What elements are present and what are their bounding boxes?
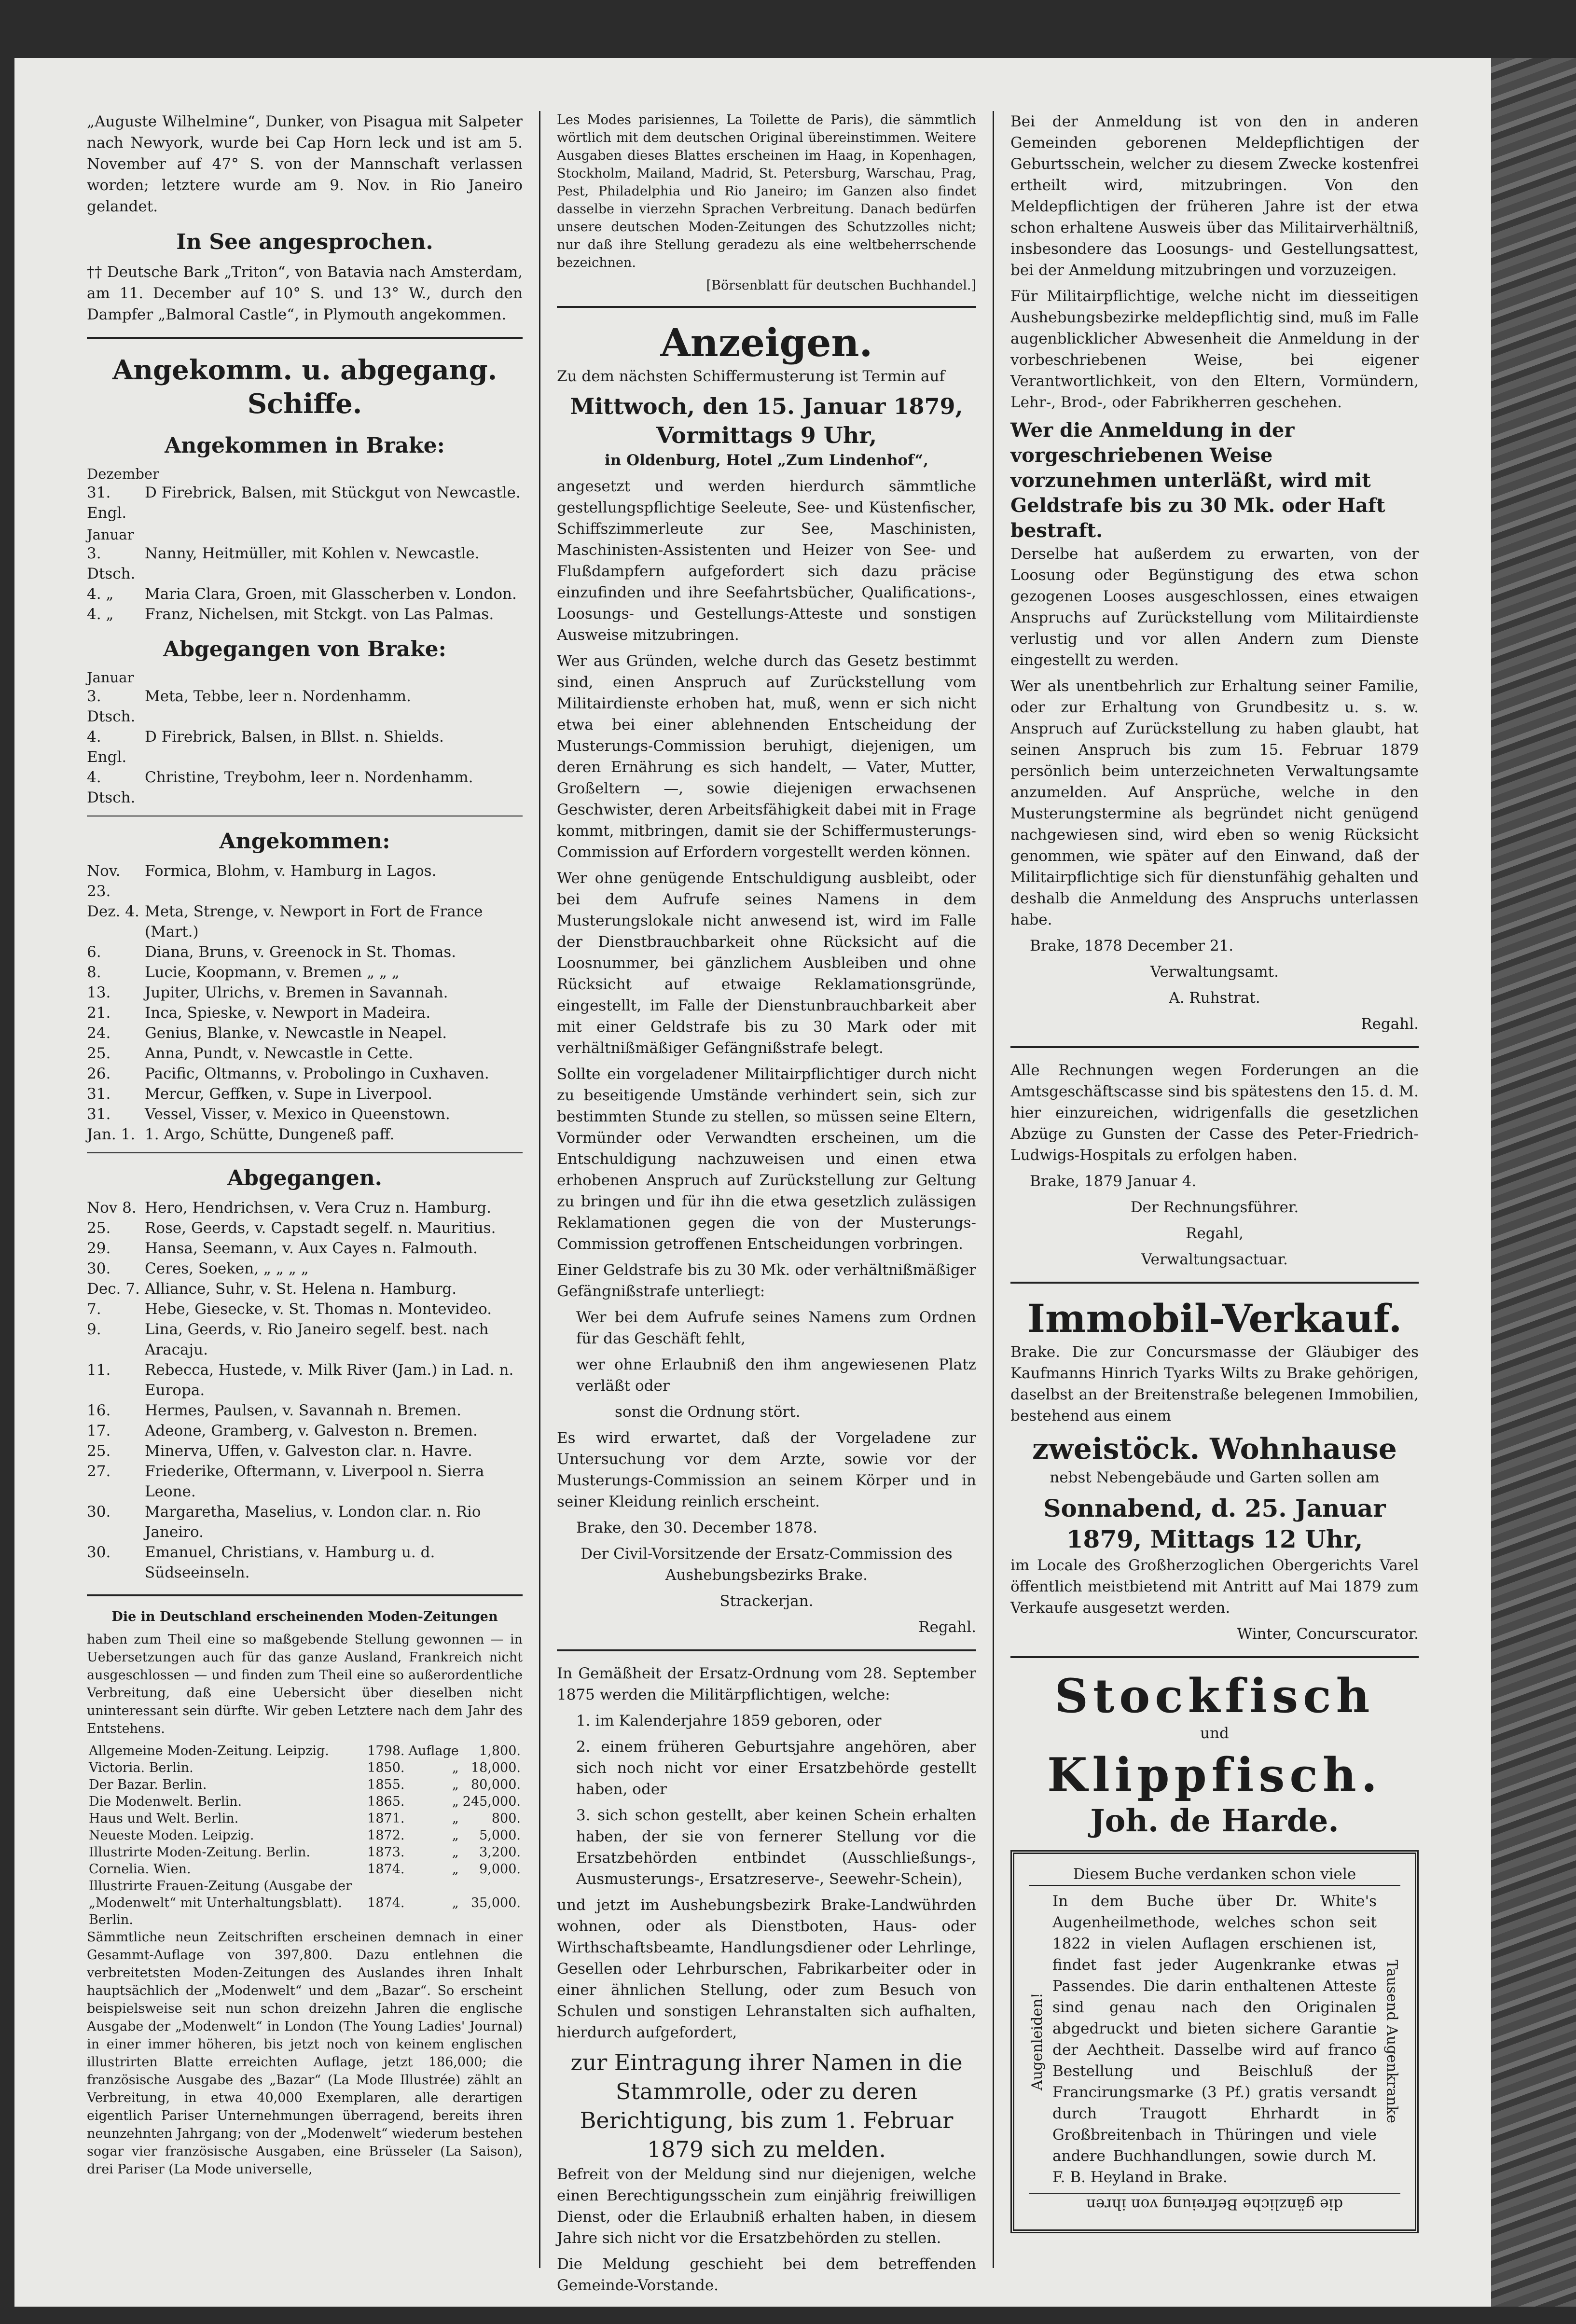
list-item xyxy=(87,1542,523,1583)
departed-heading: Abgegangen. xyxy=(227,1166,382,1190)
list-item xyxy=(87,1461,523,1502)
list-item xyxy=(87,1360,523,1400)
list-item-text: Hermes, Paulsen, v. Savannah n. Bremen. xyxy=(145,1402,461,1419)
list-item-date: Nov. 23. xyxy=(87,862,121,900)
column-3 xyxy=(994,111,1419,2268)
list-item-text: Maria Clara, Groen, mit Glasscherben v. London. xyxy=(145,585,517,603)
list-item-text: Friederike, Oftermann, v. Liverpool n. Sierra Leone. xyxy=(145,1463,484,1500)
list-item-text: Meta, Strenge, v. Newport in Fort de France (Mart.) xyxy=(145,903,483,941)
list-item xyxy=(87,1299,523,1319)
newspaper-page xyxy=(14,58,1491,2307)
list-item-text: Rebecca, Hustede, v. Milk River (Jam.) in Lad. n. Europa. xyxy=(145,1361,514,1399)
muster-intro: Zu dem nächsten Schiffermusterung ist Termin auf xyxy=(557,368,945,385)
fashion-papers-text: Sämmtliche neun Zeitschriften erscheinen demnach in einer Gesammt-Auflage von 397,800. Dazu entlehnen die verbreitetsten Moden-Zeitungen des Auslandes ihren Inhalt hauptsächlich der „Modenwelt“ und dem „Bazar“. So erscheint beispielsweise seit nun schon dreizehn Jahren die englische Ausgabe der „Modenwelt“ in London (The Young Ladies' Journal) in einer immer höheren, bis jetzt noch von keinem englischen illustrirten Blatte erreichten Auflage, jetzt 186,000; die französische Ausgabe des „Bazar“ (La Mode Illustrée) zählt an Verbreitung, in etwa 40,000 Exemplaren, alle derartigen eigentlich Pariser Unternehmungen überragend, bereits ihren neunzehnten Jahrgang; von der „Modenwelt“ wiederum bestehen sogar vier französische Ausgaben, eine Brüsseler (La Saison), drei Pariser (La Mode universelle, xyxy=(87,1930,523,2177)
list-item-date: 30. xyxy=(87,1260,111,1277)
fish-seller: Joh. de Harde. xyxy=(1090,1803,1339,1839)
arrived-heading: Angekommen: xyxy=(219,829,390,854)
list-item xyxy=(87,483,523,523)
table-cell: „ xyxy=(452,1828,459,1843)
table-cell: 1871. xyxy=(367,1811,405,1826)
ersatz-big-notice: zur Eintragung ihrer Namen in die Stammrolle, oder zu deren Berichtigung, bis zum 1. Februar 1879 sich zu melden. xyxy=(570,2049,963,2162)
arrived-brake-heading: Angekommen in Brake: xyxy=(165,433,445,458)
list-item xyxy=(87,1238,523,1259)
muster-signature-1: Der Civil-Vorsitzende der Ersatz-Commission des Aushebungsbezirks Brake. xyxy=(581,1545,953,1584)
fashion-papers-intro: haben zum Theil eine so maßgebende Stellung gewonnen — in Uebersetzungen auch für das ganze Ausland, Frankreich nicht ausgeschlossen — und finden zum Theil eine so außerordentliche Verbreitung, daß eine Uebersicht über dieselben nicht uninteressant sein dürfte. Wir geben Letztere nach dem Jahr des Entstehens. xyxy=(87,1632,523,1736)
table-cell: Victoria. Berlin. xyxy=(89,1760,194,1775)
table-cell: 3,200. xyxy=(479,1845,521,1860)
list-item-date: 25. xyxy=(87,1219,111,1237)
list-item-date: Jan. 1. xyxy=(87,1126,136,1143)
invoices-date: Brake, 1879 Januar 4. xyxy=(1030,1173,1197,1190)
list-item xyxy=(87,767,523,808)
table-cell: 5,000. xyxy=(479,1828,521,1843)
list-item xyxy=(87,861,523,901)
eye-ad-heading: Diesem Buche verdanken schon viele xyxy=(1029,1864,1400,1886)
registration-text-1: Bei der Anmeldung ist von den in anderen Gemeinden geborenen Meldepflichtigen der Geburtsschein, welcher zu diesem Zwecke kostenfrei ertheilt wird, mitzubringen. Von den Meldepflichtigen der früheren Jahre ist der etwa schon erhaltene Ausweis über das Militairverhältniß, insbesondere das Loosungs- und Gestellungsattest, bei der Anmeldung mitzubringen und vorzuzeigen. xyxy=(1010,113,1419,279)
list-item-text: Minerva, Uffen, v. Galveston clar. n. Havre. xyxy=(145,1442,472,1460)
departed-brake-heading: Abgegangen von Brake: xyxy=(163,637,446,662)
list-item-date: 31. xyxy=(87,1085,111,1103)
list-item-text: Inca, Spieske, v. Newport in Madeira. xyxy=(145,1004,431,1022)
list-month: Januar xyxy=(87,526,134,543)
table-cell: Illustrirte Frauen-Zeitung (Ausgabe der „Modenwelt“ mit Unterhaltungsblatt). Berlin. xyxy=(89,1879,352,1927)
ads-heading: Anzeigen. xyxy=(660,320,873,365)
table-cell: „ xyxy=(452,1845,459,1860)
table-cell: „ xyxy=(452,1895,459,1910)
fashion-papers-continued: Les Modes parisiennes, La Toilette de Paris), die sämmtlich wörtlich mit dem deutschen Original übereinstimmen. Weitere Ausgaben dieses Blattes erscheinen im Haag, in Kopenhagen, Stockholm, Mailand, Madrid, St. Petersburg, Warschau, Prag, Pest, Philadelphia und Rio Janeiro; im Ganzen also findet dasselbe in vierzehn Sprachen Verbreitung. Danach bedürfen unsere deutschen Moden-Zeitungen des Schutzzolles nicht; nur daß ihre Stellung geradezu als eine weltbeherrschende bezeichnen. xyxy=(557,112,976,270)
list-item-text: D Firebrick, Balsen, in Bllst. n. Shields. xyxy=(145,728,444,746)
muster-list-1: Wer bei dem Aufrufe seines Namens zum Ordnen für das Geschäft fehlt, xyxy=(576,1309,976,1347)
list-item-text: Anna, Pundt, v. Newcastle in Cette. xyxy=(145,1045,414,1062)
table-cell: „ xyxy=(452,1794,459,1809)
table-cell: „ xyxy=(452,1811,459,1826)
muster-place-date: Brake, den 30. December 1878. xyxy=(576,1519,817,1536)
list-item xyxy=(87,1400,523,1421)
book-binding xyxy=(1491,58,1576,2307)
real-estate-date: Sonnabend, d. 25. Januar 1879, Mittags 12 Uhr, xyxy=(1043,1494,1386,1553)
list-item xyxy=(87,942,523,962)
list-item xyxy=(87,1441,523,1461)
real-estate-text-2: nebst Nebengebäude und Garten sollen am xyxy=(1050,1469,1380,1486)
list-item-text: Alliance, Suhr, v. St. Helena n. Hamburg. xyxy=(145,1280,457,1298)
list-item-text: Pacific, Oltmanns, v. Probolingo in Cuxhaven. xyxy=(145,1065,489,1082)
table-row xyxy=(87,1827,523,1844)
eye-ad-footer: die gänzliche Befreiung von ihren xyxy=(1029,2193,1400,2215)
muster-place: in Oldenburg, Hotel „Zum Lindenhof“, xyxy=(604,452,928,469)
muster-list-2: wer ohne Erlaubniß den ihm angewiesenen Platz verläßt oder xyxy=(576,1356,976,1395)
divider xyxy=(557,1649,976,1651)
list-item-text: Christine, Treybohm, leer n. Nordenhamm. xyxy=(145,769,473,786)
table-cell: 35,000. xyxy=(470,1895,521,1910)
real-estate-signature: Winter, Concurscurator. xyxy=(1237,1625,1419,1643)
fashion-papers-source: [Börsenblatt für deutschen Buchhandel.] xyxy=(706,278,976,293)
list-item xyxy=(87,1104,523,1124)
invoices-signature-2: Regahl, xyxy=(1186,1225,1244,1242)
spoken-at-sea-text: †† Deutsche Bark „Triton“, von Batavia nach Amsterdam, am 11. December auf 10° S. und 13° W., durch den Dampfer „Balmoral Castle“, in Plymouth angekommen. xyxy=(87,263,523,323)
table-row xyxy=(87,1844,523,1861)
registration-date: Brake, 1878 December 21. xyxy=(1030,937,1234,954)
list-item xyxy=(87,1064,523,1084)
table-row xyxy=(87,1776,523,1793)
list-item xyxy=(87,1421,523,1441)
table-row xyxy=(87,1878,523,1928)
list-item xyxy=(87,686,523,727)
eye-ad-left-label: Augenleiden! xyxy=(1029,1992,1046,2091)
muster-regahl: Regahl. xyxy=(918,1618,976,1636)
list-item-date: 31. Engl. xyxy=(87,484,127,522)
list-month: Januar xyxy=(87,669,134,686)
real-estate-text-1: Brake. Die zur Concursmasse der Gläubiger des Kaufmanns Hinrich Tyarks Wilts zu Brake gehörigen, daselbst an der Breitenstraße belegenen Immobilien, bestehend aus einem xyxy=(1010,1343,1419,1425)
list-item-text: Jupiter, Ulrichs, v. Bremen in Savannah. xyxy=(145,984,448,1001)
list-item: 1. im Kalenderjahre 1859 geboren, oder xyxy=(576,1712,882,1729)
list-item-text: Vessel, Visser, v. Mexico in Queenstown. xyxy=(145,1106,450,1123)
list-item-date: 17. xyxy=(87,1422,111,1439)
invoices-text: Alle Rechnungen wegen Forderungen an die Amtsgeschäftscasse sind bis spätestens den 15. d. M. hier einzureichen, widrigenfalls die gesetzlichen Abzüge zu Gunsten der Casse des Peter-Friedrich-Ludwigs-Hospitals zu erfolgen haben. xyxy=(1010,1062,1419,1164)
muster-text-1: angesetzt und werden hierdurch sämmtliche gestellungspflichtige Seeleute, See- und Küstenfischer, Schiffszimmerleute zur See, Maschinisten, Maschinisten-Assistenten und Heizer von See- und Flußdampfern aufgefordert sich dazu präcise einzufinden und ihre Seefahrtsbücher, Qualifications-, Loosungs- und Gestellungs-Atteste und sonstigen Ausweise mitzubringen. xyxy=(557,478,976,644)
table-cell: 1855. xyxy=(367,1777,405,1792)
invoices-signature-3: Verwaltungsactuar. xyxy=(1141,1251,1288,1268)
list-item-date: 4. „ xyxy=(87,585,114,603)
list-item-text: Genius, Blanke, v. Newcastle in Neapel. xyxy=(145,1024,447,1042)
list-item xyxy=(87,1023,523,1043)
list-item xyxy=(87,604,523,624)
list-item-text: Meta, Tebbe, leer n. Nordenhamm. xyxy=(145,688,411,705)
list-item xyxy=(87,1084,523,1104)
list-item-text: Diana, Bruns, v. Greenock in St. Thomas. xyxy=(145,943,456,961)
fashion-papers-heading: Die in Deutschland erscheinenden Moden-Zeitungen xyxy=(111,1609,498,1624)
list-item-date: 31. xyxy=(87,1106,111,1123)
list-item xyxy=(87,1198,523,1218)
table-row xyxy=(87,1759,523,1776)
list-item-text: Hero, Hendrichsen, v. Vera Cruz n. Hamburg. xyxy=(145,1199,491,1217)
list-item-text: Mercur, Geffken, v. Supe in Liverpool. xyxy=(145,1085,432,1103)
list-item-date: Nov 8. xyxy=(87,1199,137,1217)
eye-ad-right-label: Tausend Augenkranke xyxy=(1383,1960,1400,2124)
divider xyxy=(87,337,523,339)
table-cell: 80,000. xyxy=(470,1777,521,1792)
stockfish-heading: Stockfisch xyxy=(1054,1669,1375,1723)
muster-signature-2: Strackerjan. xyxy=(719,1592,814,1610)
departed-brake-list xyxy=(87,669,523,808)
list-item-text: Lucie, Koopmann, v. Bremen „ „ „ xyxy=(145,964,400,981)
ersatz-text: und jetzt im Aushebungsbezirk Brake-Landwührden wohnen, oder als Dienstboten, Haus- oder Wirthschaftsbeamte, Handlungsdiener oder Lehrlinge, Gesellen oder Lehrburschen, Fabrikarbeiter oder in einer ähnlichen Stellung, oder zum Besuch von Schulen und sonstigen Lehranstalten sich aufhalten, hierdurch aufgefordert, xyxy=(557,1896,976,2041)
table-cell: 800. xyxy=(491,1811,521,1826)
list-item xyxy=(87,1502,523,1542)
list-item xyxy=(87,1259,523,1279)
list-item-date: 3. Dtsch. xyxy=(87,688,136,725)
table-cell: 1798. xyxy=(367,1743,405,1758)
divider xyxy=(1010,1282,1419,1284)
column-1 xyxy=(87,111,540,2268)
list-item xyxy=(87,982,523,1003)
list-item xyxy=(87,727,523,767)
list-item-date: Dez. 4. xyxy=(87,903,139,920)
table-cell: Haus und Welt. Berlin. xyxy=(89,1811,239,1826)
real-estate-house: zweistöck. Wohnhause xyxy=(1032,1432,1397,1466)
table-cell: Neueste Moden. Leipzig. xyxy=(89,1828,254,1843)
table-row xyxy=(87,1743,523,1759)
invoices-signature-1: Der Rechnungsführer. xyxy=(1130,1199,1299,1216)
list-item-text: Franz, Nichelsen, mit Stckgt. von Las Palmas. xyxy=(145,606,494,623)
list-item-text: Rose, Geerds, v. Capstadt segelf. n. Mauritius. xyxy=(145,1219,496,1237)
table-cell: 245,000. xyxy=(462,1794,521,1809)
table-row xyxy=(87,1810,523,1827)
list-item-date: 4. Dtsch. xyxy=(87,769,136,806)
table-cell: 1874. xyxy=(367,1895,405,1910)
ersatz-text-3: Die Meldung geschieht bei dem betreffenden Gemeinde-Vorstande. xyxy=(557,2255,976,2294)
table-cell: Die Modenwelt. Berlin. xyxy=(89,1794,242,1809)
table-cell: 9,000. xyxy=(479,1862,521,1877)
registration-signature-1: Verwaltungsamt. xyxy=(1150,963,1279,981)
table-cell: Illustrirte Moden-Zeitung. Berlin. xyxy=(89,1845,310,1860)
list-item-date: 13. xyxy=(87,984,111,1001)
list-item-date: 27. xyxy=(87,1463,111,1480)
divider xyxy=(1010,1656,1419,1658)
registration-regahl: Regahl. xyxy=(1361,1015,1419,1033)
ersatz-list xyxy=(557,1710,976,1890)
list-item-date: 25. xyxy=(87,1045,111,1062)
list-item-text: Lina, Geerds, v. Rio Janeiro segelf. best. nach Aracaju. xyxy=(145,1321,489,1358)
table-cell: 1872. xyxy=(367,1828,405,1843)
arrived-list xyxy=(87,861,523,1145)
table-row xyxy=(87,1861,523,1878)
list-item-date: 9. xyxy=(87,1321,101,1338)
registration-penalty: Wer die Anmeldung in der vorgeschriebenen Weise vorzunehmen unterläßt, wird mit Geldstrafe bis zu 30 Mk. oder Haft bestraft. xyxy=(1010,419,1385,542)
divider xyxy=(87,1152,523,1153)
registration-signature-2: A. Ruhstrat. xyxy=(1169,989,1260,1007)
list-item-text: Formica, Blohm, v. Hamburg in Lagos. xyxy=(145,862,437,880)
list-item-date: 8. xyxy=(87,964,101,981)
list-item-date: Dec. 7. xyxy=(87,1280,140,1298)
registration-text-4: Wer als unentbehrlich zur Erhaltung seiner Familie, oder zur Erhaltung von Grundbesitz u. s. w. Anspruch auf Zurückstellung zu haben glaubt, hat seinen Anspruch bis zum 15. Februar 1879 persönlich beim unterzeichneten Verwaltungsamte anzumelden. Auf Ansprüche, welche in den Musterungstermine als begründet nicht genügend nachgewiesen sind, wird eben so wenig Rücksicht genommen, wie später auf den Einwand, daß der Militairpflichtige sich für dienstunfähig gehalten und deshalb die Anmeldung des Anspruchs unterlassen habe. xyxy=(1010,678,1419,928)
list-item-date: 16. xyxy=(87,1402,111,1419)
real-estate-text-3: im Locale des Großherzoglichen Obergerichts Varel öffentlich meistbietend mit Antritt auf Mai 1879 zum Verkaufe ausgesetzt werden. xyxy=(1010,1557,1419,1617)
list-item-text: Hansa, Seemann, v. Aux Cayes n. Falmouth. xyxy=(145,1240,478,1257)
muster-text-3: Wer ohne genügende Entschuldigung ausbleibt, oder bei dem Aufrufe seines Namens in dem Musterungslokale nicht anwesend ist, wird im Falle der Dienstbrauchbarkeit ohne Rücksicht auf die Loosnummer, bei gänzlichem Ausbleiben und ohne Rücksicht auf etwaige Reklamationsgründe, eingestellt, im Falle der Dienstunbrauchbarkeit aber mit einer Geldstrafe bis zu 30 Mark oder mit verhältnißmäßiger Gefängnißstrafe belegt. xyxy=(557,870,976,1057)
list-item-date: 30. xyxy=(87,1503,111,1521)
list-item xyxy=(87,1003,523,1023)
table-cell: „ xyxy=(452,1862,459,1877)
list-item-text: Emanuel, Christians, v. Hamburg u. d. Südseeinseln. xyxy=(145,1544,435,1581)
registration-text-2: Für Militairpflichtige, welche nicht im diesseitigen Aushebungsbezirke meldepflichtig sind, muß im Falle augenblicklicher Abwesenheit die Anmeldung in der vorbeschriebenen Weise, bei eigener Verantwortlichkeit, von den Eltern, Vormündern, Lehr-, Brod-, oder Fabrikherren geschehen. xyxy=(1010,288,1419,411)
table-cell: „ xyxy=(452,1777,459,1792)
list-item-date: 24. xyxy=(87,1024,111,1042)
shipping-news-intro: „Auguste Wilhelmine“, Dunker, von Pisagua mit Salpeter nach Newyork, wurde bei Cap Horn leck und ist am 5. November auf 47° S. von der Mannschaft verlassen worden; letztere wurde am 9. Nov. in Rio Janeiro gelandet. xyxy=(87,113,523,215)
divider xyxy=(557,306,976,308)
list-item-text: Hebe, Giesecke, v. St. Thomas n. Montevideo. xyxy=(145,1300,492,1318)
list-item xyxy=(87,901,523,942)
muster-list-3: sonst die Ordnung stört. xyxy=(615,1403,801,1421)
ersatz-intro: In Gemäßheit der Ersatz-Ordnung vom 28. September 1875 werden die Militärpflichtigen, welche: xyxy=(557,1665,976,1703)
stockfish-and: und xyxy=(1200,1725,1229,1742)
list-item-text: 1. Argo, Schütte, Dungeneß paff. xyxy=(145,1126,395,1143)
list-item-text: Margaretha, Maselius, v. London clar. n. Rio Janeiro. xyxy=(145,1503,481,1541)
list-item xyxy=(87,584,523,604)
eye-book-ad xyxy=(1010,1850,1419,2233)
muster-text-2: Wer aus Gründen, welche durch das Gesetz bestimmt sind, einen Anspruch auf Zurückstellung vom Militairdienste erhoben hat, muß, wenn er sich nicht etwa bei einer ablehnenden Entscheidung der Musterungs-Commission beruhigt, diejenigen, um deren Ernährung es sich handelt, — Vater, Mutter, Großeltern —, sowie diejenigen erwachsenen Geschwister, deren Arbeitsfähigkeit dabei mit in Frage kommt, mitbringen, damit sie der Schiffermusterungs-Commission auf Erfordern vorgestellt werden können. xyxy=(557,652,976,861)
table-cell: Allgemeine Moden-Zeitung. Leipzig. xyxy=(89,1743,329,1758)
table-cell: 1874. xyxy=(367,1862,405,1877)
list-item xyxy=(87,1218,523,1238)
spoken-at-sea-heading: In See angesprochen. xyxy=(176,230,433,254)
muster-text-5: Einer Geldstrafe bis zu 30 Mk. oder verhältnißmäßiger Gefängnißstrafe unterliegt: xyxy=(557,1261,976,1300)
table-cell: 1,800. xyxy=(479,1743,521,1758)
list-item: 2. einem früheren Geburtsjahre angehören, aber sich noch nicht vor einer Ersatzbehörde gestellt haben, oder xyxy=(576,1738,976,1798)
muster-text-4: Sollte ein vorgeladener Militairpflichtiger durch nicht zu beseitigende Umstände verhindert sein, sich zur bestimmten Stunde zu stellen, so müssen seine Eltern, Vormünder oder Verwandten erscheinen, um die Entschuldigung nachzuweisen und einen etwa erhobenen Anspruch auf Zurückstellung zur Geltung zu bringen und für ihn die etwa gesetzlich zulässigen Reklamationen gegen die von der Musterungs-Commission getroffenen Entscheidungen vorbringen. xyxy=(557,1065,976,1253)
table-row xyxy=(87,1793,523,1810)
divider xyxy=(87,1594,523,1596)
eye-ad-text: In dem Buche über Dr. White's Augenheilmethode, welches schon seit 1822 in vielen Auflagen erschienen ist, findet fast jeder Augenkranke etwas Passendes. Die darin enthaltenen Atteste sind genau nach den Originalen abgedruckt und bieten sichere Garantie der Aechtheit. Dasselbe wird auf franco Bestellung und Beischluß der Francirungsmarke (3 Pf.) gratis versandt durch Traugott Ehrhardt in Großbreitenbach in Thüringen und viele andere Buchhandlungen, sowie durch M. F. B. Heyland in Brake. xyxy=(1052,1893,1377,2186)
table-cell: 1865. xyxy=(367,1794,405,1809)
arrived-brake-list xyxy=(87,465,523,624)
list-item xyxy=(87,1279,523,1299)
list-item-date: 21. xyxy=(87,1004,111,1022)
list-item-date: 26. xyxy=(87,1065,111,1082)
divider xyxy=(1010,1046,1419,1048)
list-item-date: 25. xyxy=(87,1442,111,1460)
list-item xyxy=(87,543,523,584)
list-item: 3. sich schon gestellt, aber keinen Schein erhalten haben, der sie von fernerer Stellung vor die Ersatzbehörden entbindet (Ausschließungs-, Ausmusterungs-, Ersatzreserve-, Seewehr-Schein), xyxy=(576,1807,976,1888)
list-item-text: Nanny, Heitmüller, mit Kohlen v. Newcastle. xyxy=(145,545,480,562)
departed-list xyxy=(87,1198,523,1583)
list-item-date: 4. „ xyxy=(87,606,114,623)
list-item-text: Adeone, Gramberg, v. Galveston n. Bremen. xyxy=(145,1422,478,1439)
list-item-date: 3. Dtsch. xyxy=(87,545,136,582)
real-estate-heading: Immobil-Verkauf. xyxy=(1027,1296,1402,1341)
table-cell: „ xyxy=(452,1760,459,1775)
list-item-date: 4. Engl. xyxy=(87,728,127,766)
table-cell: Der Bazar. Berlin. xyxy=(89,1777,207,1792)
list-item-text: Ceres, Soeken, „ „ „ „ xyxy=(145,1260,309,1277)
list-item-date: 7. xyxy=(87,1300,101,1318)
list-item-date: 11. xyxy=(87,1361,111,1379)
list-item-date: 29. xyxy=(87,1240,111,1257)
table-cell: 1873. xyxy=(367,1845,405,1860)
klippfish-heading: Klippfisch. xyxy=(1047,1748,1382,1802)
list-item-date: 6. xyxy=(87,943,101,961)
muster-date: Mittwoch, den 15. Januar 1879, Vormittags 9 Uhr, xyxy=(570,393,963,448)
table-cell: 1850. xyxy=(367,1760,405,1775)
muster-text-6: Es wird erwartet, daß der Vorgeladene zur Untersuchung vor dem Arzte, sowie vor der Musterungs-Commission an seinem Körper und in seiner Kleidung reinlich erscheint. xyxy=(557,1429,976,1510)
ersatz-text-2: Befreit von der Meldung sind nur diejenigen, welche einen Berechtigungsschein zum einjährig freiwilligen Dienst, oder die Erlaubniß erhalten haben, in diesem Jahre sich nicht vor die Ersatzbehörden zu stellen. xyxy=(557,2166,976,2247)
list-item-text: D Firebrick, Balsen, mit Stückgut von Newcastle. xyxy=(145,484,521,501)
list-month: Dezember xyxy=(87,466,159,482)
ships-heading: Angekomm. u. abgegang. Schiffe. xyxy=(112,354,498,420)
table-cell: 18,000. xyxy=(470,1760,521,1775)
list-item xyxy=(87,1319,523,1360)
registration-text-3: Derselbe hat außerdem zu erwarten, von der Loosung oder Begünstigung des etwa schon gezogenen Looses ausgeschlossen, eines etwaigen Anspruchs auf Zurückstellung vom Militairdienste verlustig und vor allen Andern zum Dienste eingestellt zu werden. xyxy=(1010,545,1419,669)
list-item xyxy=(87,962,523,982)
column-2 xyxy=(540,111,994,2294)
table-cell: Auflage xyxy=(408,1743,459,1758)
list-item xyxy=(87,1124,523,1145)
list-item-date: 30. xyxy=(87,1544,111,1561)
fashion-papers-table xyxy=(87,1743,523,1928)
list-item xyxy=(87,1043,523,1064)
table-cell: Cornelia. Wien. xyxy=(89,1862,191,1877)
